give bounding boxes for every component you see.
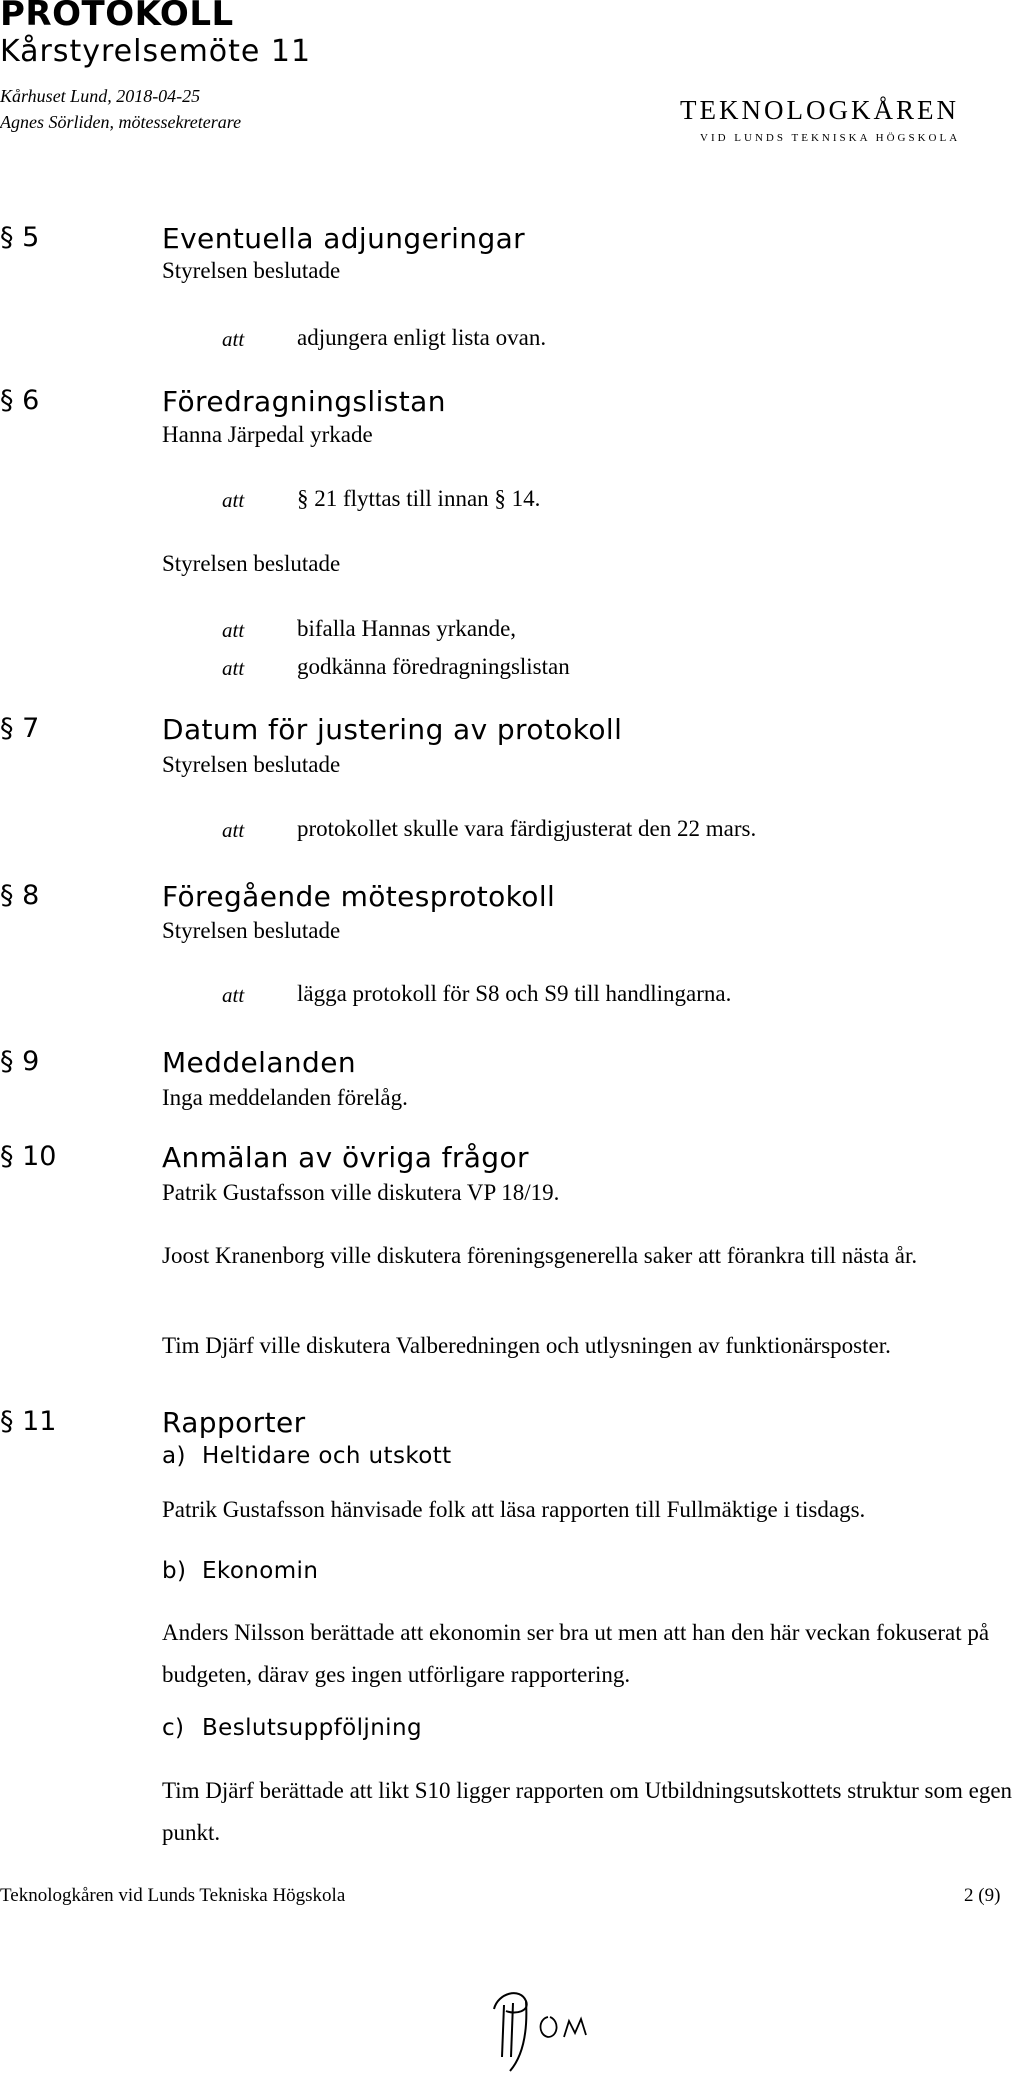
att-marker: att [222,656,245,680]
section-body: Tim Djärf ville diskutera Valberedningen och utlysningen av funktionärsposter. [162,1333,891,1358]
section-body: Anders Nilsson berättade att ekonomin ser bra ut men att han den här veckan fokuserat på budgeten, därav ges ingen utförligare rapportering. [162,1620,990,1687]
subsection-title [162,1443,452,1469]
section-number: § 7 [0,713,40,744]
signature-stroke [511,2003,513,2057]
decision-text: adjungera enligt lista ovan. [297,325,547,350]
subsection-label: Ekonomin [202,1558,319,1584]
section-body: Inga meddelanden förelåg. [162,1085,408,1110]
att-marker: att [222,983,245,1007]
subsection-label: Heltidare och utskott [202,1443,452,1469]
org-name: TEKNOLOGKÅREN [680,95,959,125]
section-title: Anmälan av övriga frågor [162,1141,529,1174]
decision-intro: Styrelsen beslutade [162,258,341,283]
att-marker: att [222,488,245,512]
decision-text: bifalla Hannas yrkande, [297,616,517,641]
motion-text: § 21 flyttas till innan § 14. [297,486,541,511]
section-body: Patrik Gustafsson ville diskutera VP 18/19. [162,1180,560,1205]
meeting-name: Kårstyrelsemöte 11 [0,34,312,69]
decision-intro: Styrelsen beslutade [162,918,341,943]
meeting-secretary: Agnes Sörliden, mötessekreterare [0,112,242,132]
document-title: PROTOKOLL [0,0,234,34]
section-title: Föredragningslistan [162,385,446,418]
initials-signature [480,1975,600,2075]
signature-stroke [541,2017,557,2037]
decision-text: godkänna föredragningslistan [297,654,570,679]
section-title: Föregående mötesprotokoll [162,880,556,913]
section-title: Datum för justering av protokoll [162,713,623,746]
section-body: Patrik Gustafsson hänvisade folk att läsa rapporten till Fullmäktige i tisdags. [162,1497,866,1522]
subsection-marker: a) [162,1443,186,1469]
att-marker: att [222,618,245,642]
section-number: § 9 [0,1046,40,1077]
section-body: Joost Kranenborg ville diskutera föreningsgenerella saker att förankra till nästa år. [162,1243,918,1268]
section-number: § 10 [0,1141,57,1172]
section-number: § 11 [0,1406,57,1437]
footer-organization: Teknologkåren vid Lunds Tekniska Högskola [0,1885,346,1906]
signature-stroke [494,1993,527,2012]
subsection-marker: b) [162,1558,187,1584]
decision-text: protokollet skulle vara färdigjusterat den 22 mars. [297,816,757,841]
section-title: Rapporter [162,1406,306,1439]
att-marker: att [222,818,245,842]
decision-text: lägga protokoll för S8 och S9 till handlingarna. [297,981,732,1006]
meeting-location-date: Kårhuset Lund, 2018-04-25 [0,86,201,106]
section-number: § 5 [0,222,40,253]
section-number: § 8 [0,880,40,911]
signature-stroke [502,2005,504,2057]
page-number: 2 (9) [964,1885,1001,1906]
signature-stroke [564,2019,586,2037]
section-title: Meddelanden [162,1046,356,1079]
att-marker: att [222,327,245,351]
decision-intro: Styrelsen beslutade [162,551,341,576]
org-subtitle: VID LUNDS TEKNISKA HÖGSKOLA [700,132,961,144]
section-number: § 6 [0,385,40,416]
subsection-label: Beslutsuppföljning [202,1715,422,1741]
proposer-text: Hanna Järpedal yrkade [162,422,373,447]
subsection-marker: c) [162,1715,185,1741]
subsection-title [162,1715,422,1741]
decision-intro: Styrelsen beslutade [162,752,341,777]
section-title: Eventuella adjungeringar [162,222,526,255]
subsection-title [162,1558,318,1584]
section-body: Tim Djärf berättade att likt S10 ligger rapporten om Utbildningsutskottets struktur som egen punkt. [162,1778,1013,1845]
